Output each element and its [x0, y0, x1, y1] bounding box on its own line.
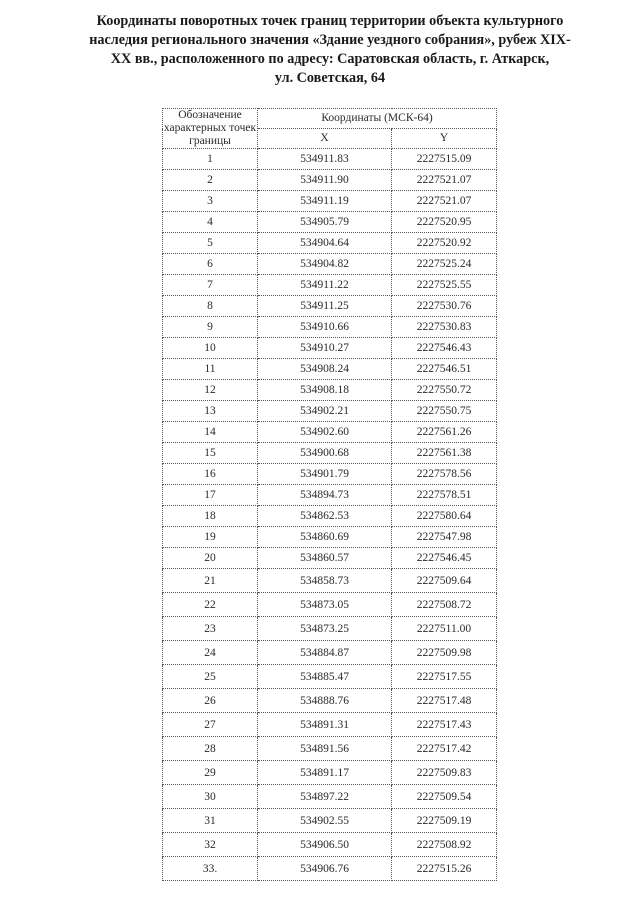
table-row — [163, 809, 497, 833]
point-number-cell: 24 — [163, 641, 258, 665]
table-row — [163, 296, 497, 317]
y-coordinate-cell: 2227515.26 — [392, 857, 497, 881]
table-row — [163, 593, 497, 617]
table-row — [163, 737, 497, 761]
y-coordinate-cell: 2227509.19 — [392, 809, 497, 833]
y-coordinate-cell: 2227561.26 — [392, 422, 497, 443]
point-number-cell: 23 — [163, 617, 258, 641]
x-coordinate-cell: 534888.76 — [258, 689, 392, 713]
point-number-cell: 26 — [163, 689, 258, 713]
table-row — [163, 689, 497, 713]
y-coordinate-cell: 2227525.55 — [392, 275, 497, 296]
point-number-cell: 4 — [163, 212, 258, 233]
title-line: наследия регионального значения «Здание уездного собрания», рубеж XIX- — [89, 32, 571, 48]
y-column-header: Y — [392, 129, 497, 149]
point-number-cell: 15 — [163, 443, 258, 464]
x-coordinate-cell: 534894.73 — [258, 485, 392, 506]
table-row — [163, 761, 497, 785]
table-row — [163, 569, 497, 593]
x-coordinate-cell: 534908.24 — [258, 359, 392, 380]
point-number-cell: 25 — [163, 665, 258, 689]
table-row — [163, 149, 497, 170]
point-number-cell: 7 — [163, 275, 258, 296]
table-row — [163, 233, 497, 254]
table-row — [163, 380, 497, 401]
y-coordinate-cell: 2227550.72 — [392, 380, 497, 401]
point-number-cell: 8 — [163, 296, 258, 317]
y-coordinate-cell: 2227509.98 — [392, 641, 497, 665]
table-row — [163, 548, 497, 569]
x-coordinate-cell: 534891.31 — [258, 713, 392, 737]
table-row — [163, 191, 497, 212]
y-coordinate-cell: 2227546.45 — [392, 548, 497, 569]
y-coordinate-cell: 2227550.75 — [392, 401, 497, 422]
y-coordinate-cell: 2227509.83 — [392, 761, 497, 785]
y-coordinate-cell: 2227530.76 — [392, 296, 497, 317]
table-row — [163, 359, 497, 380]
y-coordinate-cell: 2227561.38 — [392, 443, 497, 464]
y-coordinate-cell: 2227509.54 — [392, 785, 497, 809]
table-row — [163, 527, 497, 548]
x-coordinate-cell: 534911.22 — [258, 275, 392, 296]
title-line: ул. Советская, 64 — [274, 70, 386, 86]
point-number-cell: 1 — [163, 149, 258, 170]
point-number-cell: 5 — [163, 233, 258, 254]
x-coordinate-cell: 534891.17 — [258, 761, 392, 785]
x-coordinate-cell: 534891.56 — [258, 737, 392, 761]
point-number-cell: 21 — [163, 569, 258, 593]
x-column-header: X — [258, 129, 392, 149]
x-coordinate-cell: 534911.25 — [258, 296, 392, 317]
coordinates-table-body — [163, 149, 497, 881]
table-row — [163, 401, 497, 422]
point-number-cell: 18 — [163, 506, 258, 527]
y-coordinate-cell: 2227580.64 — [392, 506, 497, 527]
x-coordinate-cell: 534900.68 — [258, 443, 392, 464]
x-coordinate-cell: 534897.22 — [258, 785, 392, 809]
y-coordinate-cell: 2227578.51 — [392, 485, 497, 506]
x-coordinate-cell: 534911.83 — [258, 149, 392, 170]
x-coordinate-cell: 534906.76 — [258, 857, 392, 881]
x-coordinate-cell: 534911.19 — [258, 191, 392, 212]
x-coordinate-cell: 534858.73 — [258, 569, 392, 593]
y-coordinate-cell: 2227517.42 — [392, 737, 497, 761]
coordinates-header: Координаты (МСК-64) — [258, 109, 497, 129]
y-coordinate-cell: 2227546.51 — [392, 359, 497, 380]
point-number-cell: 11 — [163, 359, 258, 380]
y-coordinate-cell: 2227547.98 — [392, 527, 497, 548]
table-row — [163, 422, 497, 443]
y-coordinate-cell: 2227517.55 — [392, 665, 497, 689]
y-coordinate-cell: 2227520.95 — [392, 212, 497, 233]
point-number-cell: 19 — [163, 527, 258, 548]
y-coordinate-cell: 2227508.72 — [392, 593, 497, 617]
table-row — [163, 170, 497, 191]
y-coordinate-cell: 2227530.83 — [392, 317, 497, 338]
y-coordinate-cell: 2227521.07 — [392, 191, 497, 212]
table-row — [163, 254, 497, 275]
point-number-cell: 6 — [163, 254, 258, 275]
point-number-cell: 31 — [163, 809, 258, 833]
x-coordinate-cell: 534904.82 — [258, 254, 392, 275]
point-number-cell: 28 — [163, 737, 258, 761]
y-coordinate-cell: 2227520.92 — [392, 233, 497, 254]
table-row — [163, 833, 497, 857]
point-number-cell: 30 — [163, 785, 258, 809]
point-number-cell: 17 — [163, 485, 258, 506]
x-coordinate-cell: 534905.79 — [258, 212, 392, 233]
x-coordinate-cell: 534860.57 — [258, 548, 392, 569]
table-row — [163, 212, 497, 233]
point-number-cell: 3 — [163, 191, 258, 212]
point-number-cell: 32 — [163, 833, 258, 857]
table-row — [163, 485, 497, 506]
y-coordinate-cell: 2227546.43 — [392, 338, 497, 359]
x-coordinate-cell: 534911.90 — [258, 170, 392, 191]
y-coordinate-cell: 2227511.00 — [392, 617, 497, 641]
point-number-cell: 12 — [163, 380, 258, 401]
x-coordinate-cell: 534873.05 — [258, 593, 392, 617]
x-coordinate-cell: 534862.53 — [258, 506, 392, 527]
point-number-cell: 27 — [163, 713, 258, 737]
y-coordinate-cell: 2227578.56 — [392, 464, 497, 485]
point-number-cell: 22 — [163, 593, 258, 617]
x-coordinate-cell: 534884.87 — [258, 641, 392, 665]
point-number-cell: 10 — [163, 338, 258, 359]
x-coordinate-cell: 534908.18 — [258, 380, 392, 401]
point-number-cell: 14 — [163, 422, 258, 443]
x-coordinate-cell: 534860.69 — [258, 527, 392, 548]
coordinates-table — [162, 108, 497, 881]
table-row — [163, 464, 497, 485]
document-title — [60, 12, 600, 88]
point-number-cell: 2 — [163, 170, 258, 191]
table-row — [163, 785, 497, 809]
table-row — [163, 617, 497, 641]
table-row — [163, 641, 497, 665]
title-line: Координаты поворотных точек границ территории объекта культурного — [96, 13, 564, 29]
point-number-cell: 13 — [163, 401, 258, 422]
y-coordinate-cell: 2227517.48 — [392, 689, 497, 713]
point-designation-header: Обозначение характерных точек границы — [163, 109, 257, 147]
y-coordinate-cell: 2227515.09 — [392, 149, 497, 170]
table-row — [163, 275, 497, 296]
x-coordinate-cell: 534885.47 — [258, 665, 392, 689]
y-coordinate-cell: 2227509.64 — [392, 569, 497, 593]
y-coordinate-cell: 2227508.92 — [392, 833, 497, 857]
table-row — [163, 338, 497, 359]
y-coordinate-cell: 2227517.43 — [392, 713, 497, 737]
table-row — [163, 665, 497, 689]
x-coordinate-cell: 534906.50 — [258, 833, 392, 857]
point-number-cell: 16 — [163, 464, 258, 485]
x-coordinate-cell: 534901.79 — [258, 464, 392, 485]
table-row — [163, 443, 497, 464]
title-line: XX вв., расположенного по адресу: Саратовская область, г. Аткарск, — [110, 51, 550, 67]
x-coordinate-cell: 534904.64 — [258, 233, 392, 254]
y-coordinate-cell: 2227521.07 — [392, 170, 497, 191]
point-number-cell: 29 — [163, 761, 258, 785]
x-coordinate-cell: 534910.66 — [258, 317, 392, 338]
table-row — [163, 857, 497, 881]
x-coordinate-cell: 534873.25 — [258, 617, 392, 641]
table-row — [163, 506, 497, 527]
point-number-cell: 33. — [163, 857, 258, 881]
table-row — [163, 317, 497, 338]
y-coordinate-cell: 2227525.24 — [392, 254, 497, 275]
x-coordinate-cell: 534910.27 — [258, 338, 392, 359]
x-coordinate-cell: 534902.21 — [258, 401, 392, 422]
x-coordinate-cell: 534902.60 — [258, 422, 392, 443]
x-coordinate-cell: 534902.55 — [258, 809, 392, 833]
point-number-cell: 9 — [163, 317, 258, 338]
table-row — [163, 713, 497, 737]
point-number-cell: 20 — [163, 548, 258, 569]
